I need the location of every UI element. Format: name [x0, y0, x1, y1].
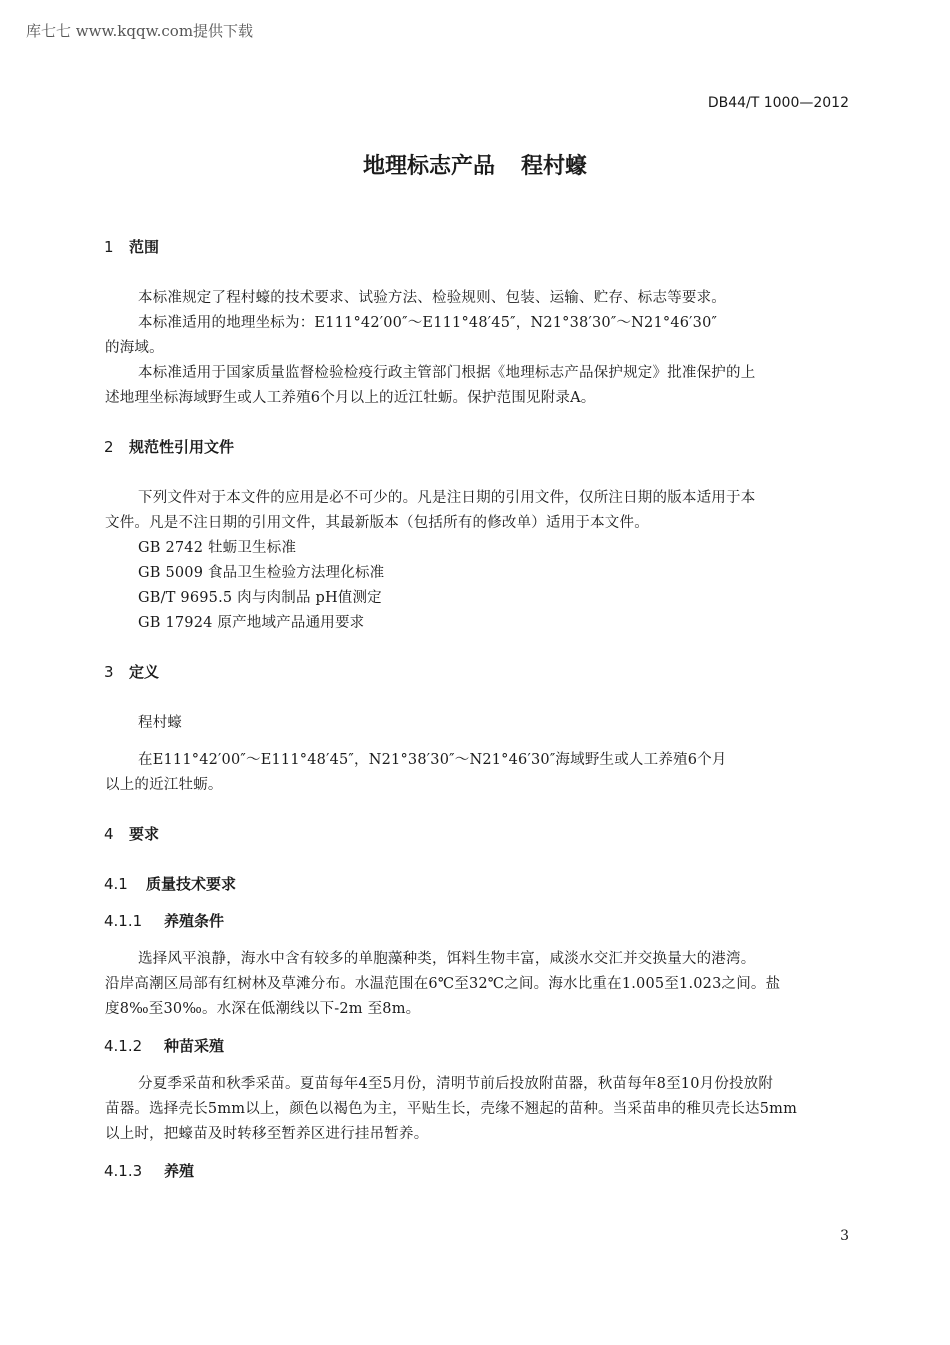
section-2-paragraph-line-1: 下列文件对于本文件的应用是必不可少的。凡是注日期的引用文件，仅所注日期的版本适用于本	[138, 490, 756, 506]
section-2-heading	[104, 436, 234, 457]
definition-term: 程村蠔	[138, 715, 183, 731]
section-1-heading	[104, 236, 159, 257]
section-4-1-2-number: 4.1.2	[104, 1037, 143, 1055]
section-3-title: 定义	[129, 663, 160, 681]
section-4-1-number: 4.1	[104, 875, 128, 893]
section-4-1-2-line-1: 分夏季采苗和秋季采苗。夏苗每年4至5月份，清明节前后投放附苗器，秋苗每年8至10月份投放附	[138, 1076, 774, 1092]
section-4-1-1-number: 4.1.1	[104, 912, 143, 930]
section-1-number: 1	[104, 238, 114, 256]
section-4-1-title: 质量技术要求	[146, 875, 237, 893]
page-number: 3	[840, 1228, 849, 1244]
title-part-1: 地理标志产品	[362, 154, 495, 179]
section-1-paragraph-2-line-1: 本标准适用的地理坐标为：E111°42′00″～E111°48′45″，N21°38′30″～N21°46′30″	[138, 315, 718, 331]
definition-text-line-2: 以上的近江牡蛎。	[105, 777, 223, 793]
section-4-1-2-line-3: 以上时，把蠔苗及时转移至暂养区进行挂吊暂养。	[105, 1126, 429, 1142]
section-1-title: 范围	[129, 238, 160, 256]
reference-item: GB 5009 食品卫生检验方法理化标准	[138, 565, 385, 581]
section-4-title: 要求	[129, 825, 160, 843]
section-4-1-1-line-3: 度8‰至30‰。水深在低潮线以下-2m 至8m。	[105, 1001, 421, 1017]
document-number: DB44/T 1000—2012	[707, 95, 849, 111]
section-2-title: 规范性引用文件	[129, 438, 235, 456]
section-4-1-1-line-1: 选择风平浪静，海水中含有较多的单胞藻种类，饵料生物丰富，咸淡水交汇并交换量大的港湾。	[138, 951, 756, 967]
section-1-paragraph-3-line-2: 述地理坐标海域野生或人工养殖6个月以上的近江牡蛎。保护范围见附录A。	[105, 390, 596, 406]
definition-text-line-1: 在E111°42′00″～E111°48′45″，N21°38′30″～N21°46′30″海域野生或人工养殖6个月	[138, 752, 727, 768]
reference-item: GB/T 9695.5 肉与肉制品 pH值测定	[138, 590, 382, 606]
section-2-paragraph-line-2: 文件。凡是不注日期的引用文件，其最新版本（包括所有的修改单）适用于本文件。	[105, 515, 649, 531]
section-3-heading	[104, 661, 159, 682]
section-4-number: 4	[104, 825, 114, 843]
reference-item: GB 17924 原产地域产品通用要求	[138, 615, 365, 631]
section-4-1-2-line-2: 苗器。选择壳长5mm以上，颜色以褐色为主，平贴生长，壳缘不翘起的苗种。当采苗串的稚贝壳长达5mm	[105, 1101, 798, 1117]
section-4-1-1-heading	[104, 910, 224, 931]
section-1-paragraph-2-line-2: 的海域。	[105, 340, 164, 356]
section-2-number: 2	[104, 438, 114, 456]
section-4-1-2-heading	[104, 1035, 224, 1056]
section-3-number: 3	[104, 663, 114, 681]
section-4-1-1-title: 养殖条件	[164, 912, 225, 930]
section-4-1-3-title: 养殖	[164, 1162, 195, 1180]
section-1-paragraph-1: 本标准规定了程村蠔的技术要求、试验方法、检验规则、包装、运输、贮存、标志等要求。	[138, 290, 726, 306]
section-4-1-3-number: 4.1.3	[104, 1162, 143, 1180]
watermark-text: 库七七 www.kqqw.com提供下载	[26, 22, 254, 40]
section-4-1-3-heading	[104, 1160, 194, 1181]
section-4-heading	[104, 823, 159, 844]
section-4-1-heading	[104, 873, 236, 894]
title-part-2: 程村蠔	[521, 154, 588, 179]
reference-item: GB 2742 牡蛎卫生标准	[138, 540, 297, 556]
section-4-1-1-line-2: 沿岸高潮区局部有红树林及草滩分布。水温范围在6℃至32℃之间。海水比重在1.005至1.023之间。盐	[105, 976, 781, 992]
section-4-1-2-title: 种苗采殖	[164, 1037, 225, 1055]
section-1-paragraph-3-line-1: 本标准适用于国家质量监督检验检疫行政主管部门根据《地理标志产品保护规定》批准保护的上	[138, 365, 756, 381]
document-title	[0, 149, 950, 180]
